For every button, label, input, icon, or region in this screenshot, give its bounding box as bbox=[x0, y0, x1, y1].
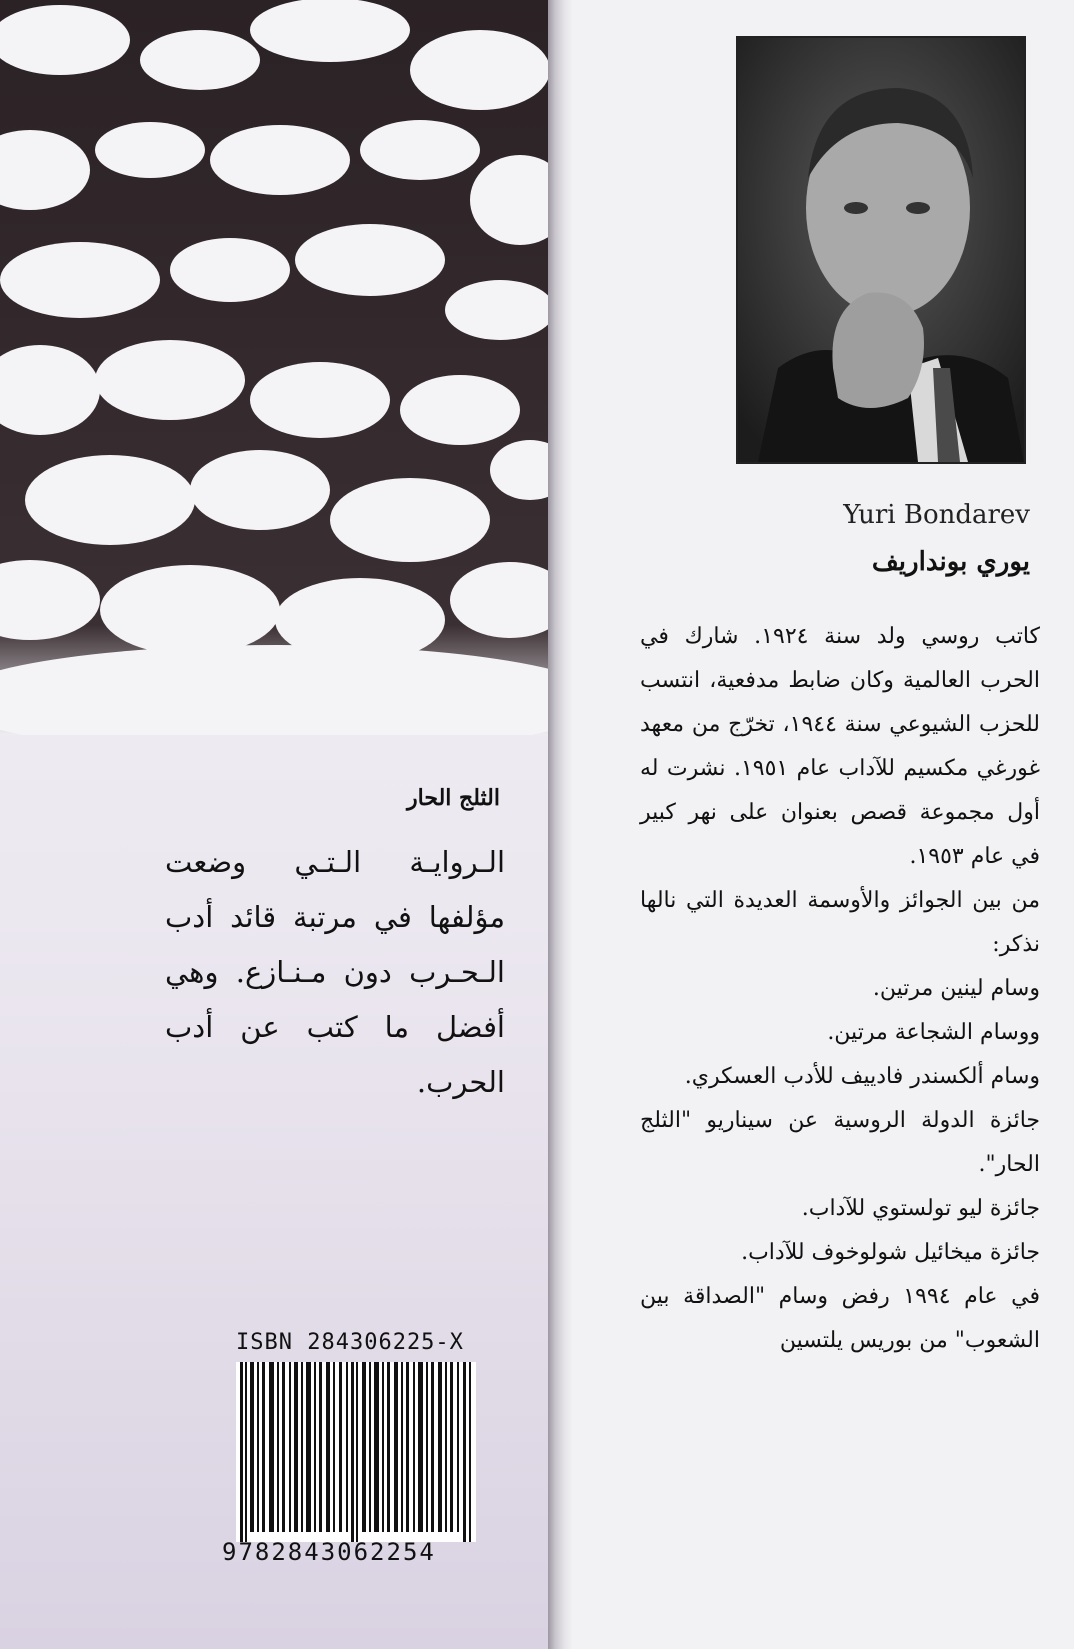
author-name-latin: Yuri Bondarev bbox=[843, 500, 1030, 530]
award-item: وسام ألكسندر فادييف للأدب العسكري. bbox=[684, 1064, 1040, 1089]
barcode-number: 9782843062254 bbox=[222, 1538, 436, 1566]
award-item: جائزة ليو تولستوي للآداب. bbox=[801, 1196, 1040, 1221]
snowy-tree-photo bbox=[0, 0, 555, 735]
spine-fold bbox=[548, 0, 572, 1649]
bio-paragraph: كاتب روسي ولد سنة ١٩٢٤. شارك في الحرب العالمية وكان ضابط مدفعية، انتسب للحزب الشيوعي سنة ١٩٤٤، تخرّج من معهد غورغي مكسيم للآداب عام ١٩٥١. نشرت له أول مجموعة قصص بعنوان على نهر كبير في عام ١٩٥٣. bbox=[640, 624, 1040, 869]
author-biography bbox=[640, 615, 1040, 1363]
award-item: وسام لينين مرتين. bbox=[872, 976, 1040, 1001]
book-title: الثلج الحار bbox=[407, 785, 500, 811]
awards-intro: من بين الجوائز والأوسمة العديدة التي نالها نذكر: bbox=[640, 888, 1040, 957]
award-item: في عام ١٩٩٤ رفض وسام "الصداقة بين الشعوب" من بوريس يلتسين bbox=[640, 1284, 1040, 1353]
award-item: جائزة ميخائيل شولوخوف للآداب. bbox=[741, 1240, 1040, 1265]
isbn-label: ISBN 284306225-X bbox=[236, 1330, 464, 1355]
award-item: ووسام الشجاعة مرتين. bbox=[827, 1020, 1040, 1045]
author-name-arabic: يوري بونداريف bbox=[871, 547, 1030, 577]
barcode bbox=[236, 1362, 476, 1542]
award-item: جائزة الدولة الروسية عن سيناريو "الثلج الحار". bbox=[640, 1108, 1040, 1177]
author-portrait bbox=[736, 36, 1026, 464]
book-description: الـروايـة الـتـي وضعت مؤلفها في مرتبة قائد أدب الـحـرب دون مـنـازع. وهي أفضل ما كتب عن أدب الحرب. bbox=[165, 845, 505, 1099]
